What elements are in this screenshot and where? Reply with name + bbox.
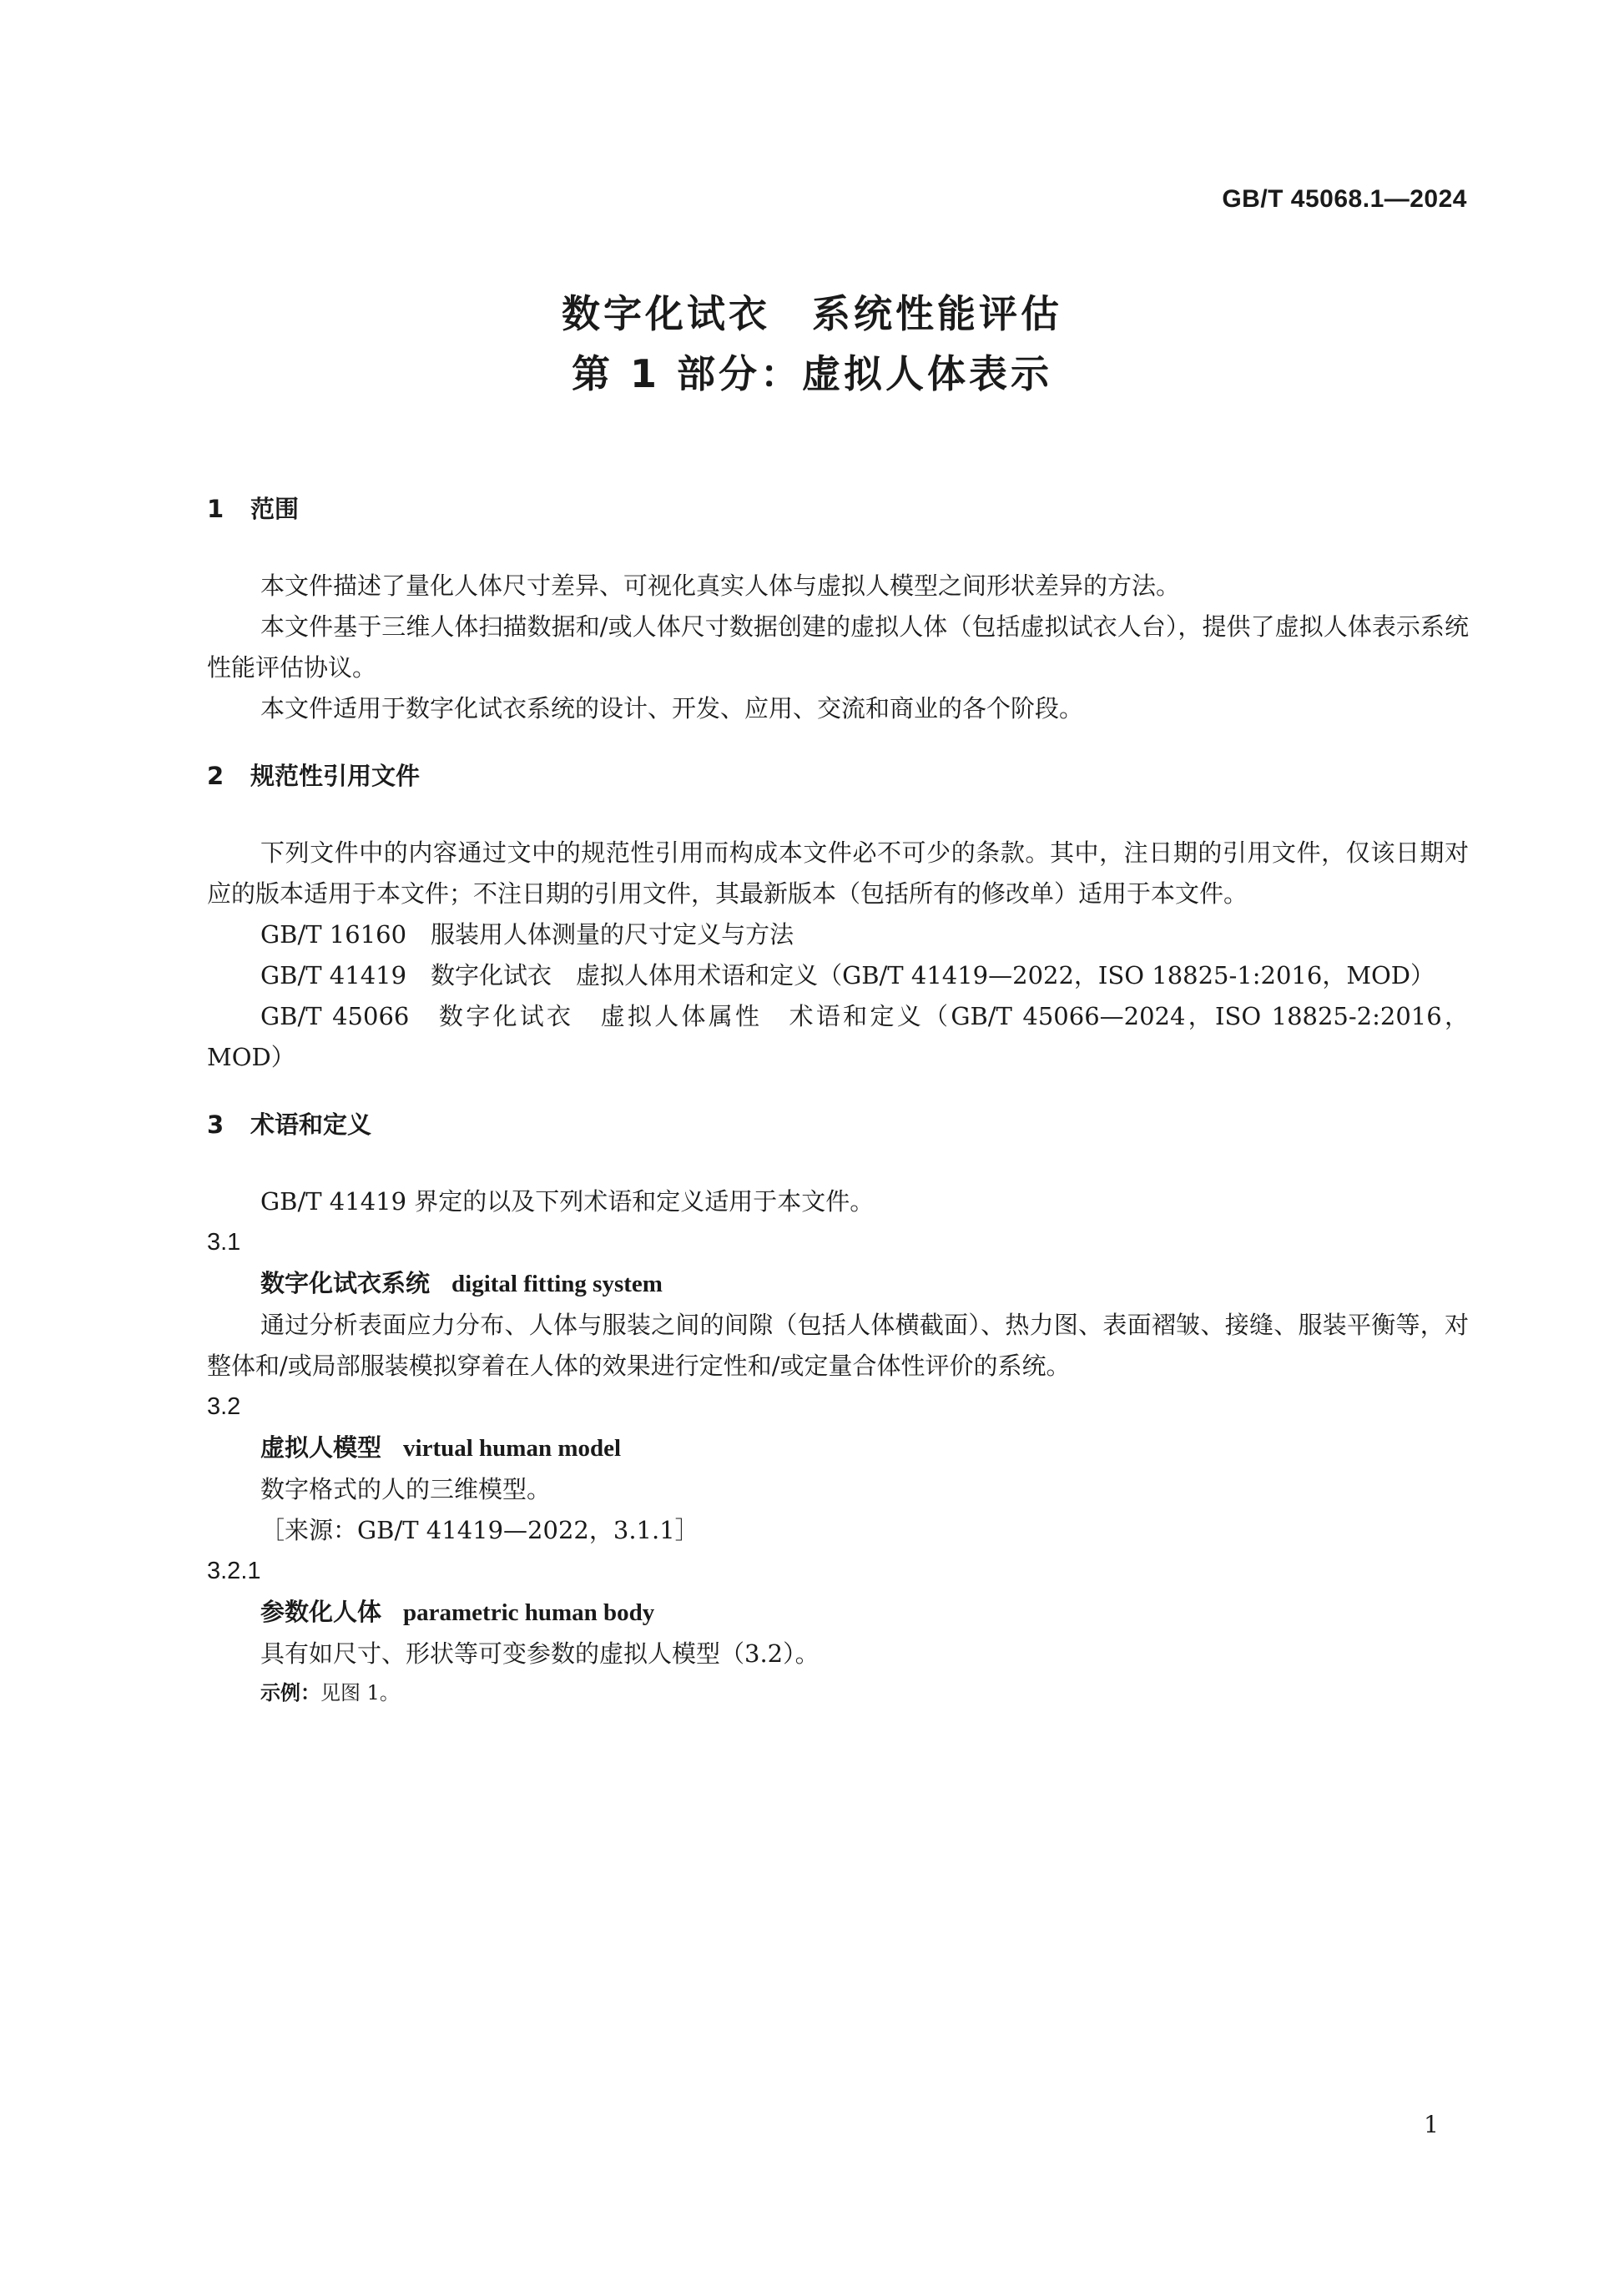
document-body (207, 492, 1469, 1711)
paragraph: 本文件基于三维人体扫描数据和/或人体尺寸数据创建的虚拟人体（包括虚拟试衣人台），提供了虚拟人体表示系统性能评估协议。 (207, 612, 1469, 682)
standard-number: GB/T 45068.1—2024 (1222, 185, 1467, 213)
term-example (207, 1674, 1469, 1711)
section-title: 规范性引用文件 (250, 762, 421, 790)
document-title-line1: 数字化试衣 系统性能评估 (562, 291, 1062, 336)
section-title: 范围 (250, 495, 300, 523)
term-definition: 通过分析表面应力分布、人体与服装之间的间隙（包括人体横截面）、热力图、表面褶皱、接缝、服装平衡等，对整体和/或局部服装模拟穿着在人体的效果进行定性和/或定量合体性评价的系统。 (207, 1311, 1469, 1380)
term-definition: 数字格式的人的三维模型。 (260, 1475, 552, 1503)
term-chinese: 虚拟人模型 (260, 1433, 382, 1462)
term-chinese: 数字化试衣系统 (260, 1269, 431, 1297)
document-title-line2: 第 1 部分：虚拟人体表示 (571, 351, 1053, 396)
example-text: 见图 1。 (320, 1681, 400, 1704)
section-heading-normative-references (207, 759, 1469, 793)
term-english: parametric human body (403, 1599, 655, 1626)
term-chinese: 参数化人体 (260, 1598, 382, 1626)
term-number: 3.2.1 (207, 1558, 261, 1584)
section-number: 3 (207, 1110, 224, 1139)
term-heading (207, 1592, 1469, 1634)
reference-item: GB/T 41419 数字化试衣 虚拟人体用术语和定义（GB/T 41419—2022，ISO 18825-1:2016，MOD） (260, 961, 1435, 989)
paragraph: 本文件适用于数字化试衣系统的设计、开发、应用、交流和商业的各个阶段。 (260, 694, 1084, 723)
term-number: 3.2 (207, 1393, 241, 1420)
section-heading-terms-definitions (207, 1108, 1469, 1141)
paragraph: 下列文件中的内容通过文中的规范性引用而构成本文件必不可少的条款。其中，注日期的引用文件，仅该日期对应的版本适用于本文件；不注日期的引用文件，其最新版本（包括所有的修改单）适用于本文件。 (207, 838, 1469, 908)
term-number: 3.1 (207, 1229, 241, 1256)
page-number: 1 (1424, 2111, 1439, 2138)
term-english: digital fitting system (451, 1271, 663, 1297)
term-heading (207, 1263, 1469, 1305)
section-heading-scope (207, 492, 1469, 526)
term-definition: 具有如尺寸、形状等可变参数的虚拟人模型（3.2）。 (260, 1639, 820, 1668)
term-heading (207, 1427, 1469, 1469)
example-label: 示例： (260, 1681, 320, 1704)
section-number: 1 (207, 495, 224, 523)
paragraph: 本文件描述了量化人体尺寸差异、可视化真实人体与虚拟人模型之间形状差异的方法。 (260, 571, 1181, 600)
term-source: ［来源：GB/T 41419—2022，3.1.1］ (260, 1516, 699, 1544)
term-english: virtual human model (403, 1435, 622, 1462)
paragraph: GB/T 41419 界定的以及下列术语和定义适用于本文件。 (260, 1187, 875, 1216)
section-number: 2 (207, 762, 224, 790)
reference-item: GB/T 16160 服装用人体测量的尺寸定义与方法 (260, 920, 794, 949)
reference-item: GB/T 45066 数字化试衣 虚拟人体属性 术语和定义（GB/T 45066—2024，ISO 18825-2:2016，MOD） (207, 1002, 1469, 1071)
section-title: 术语和定义 (250, 1110, 372, 1139)
